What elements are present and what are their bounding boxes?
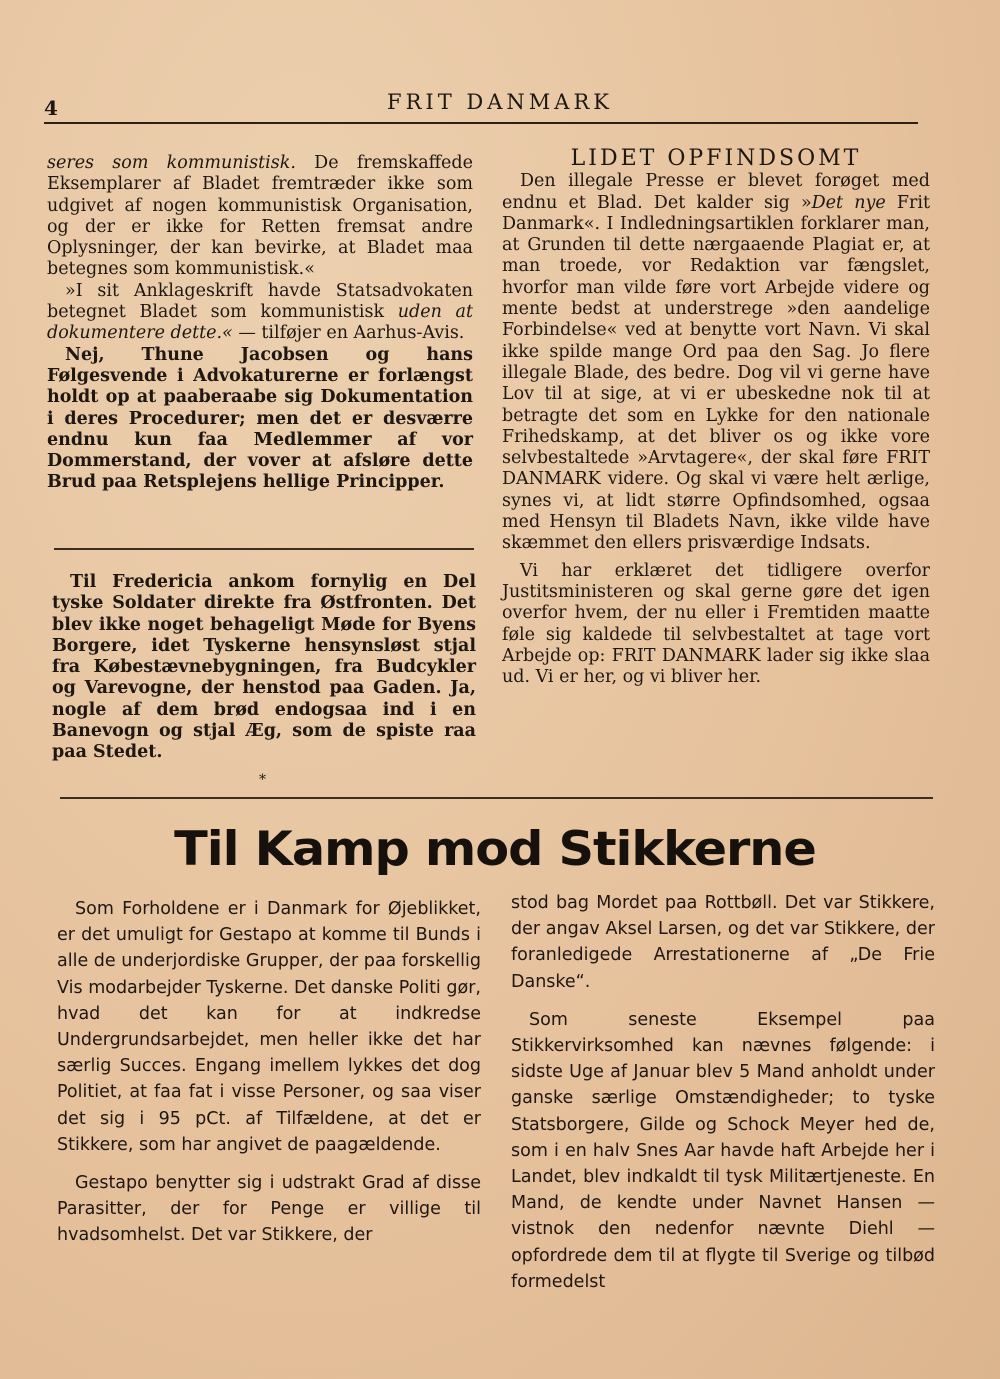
italic-text: uden at dokumentere dette.« [47, 302, 473, 344]
text-span: »I sit Anklageskrift havde Statsadvokaten betegnet Bladet som kommunistisk [47, 280, 473, 323]
article-headline: Til Kamp mod Stikkerne [174, 822, 816, 877]
page-number: 4 [44, 96, 58, 120]
left-paragraph-3: Nej, Thune Jacobsen og hans Følgesvende i Advokaturerne er forlængst holdt op at paaberaabe sig Dokumentation i deres Procedurer; men det er desværre endnu kun faa Medlemmer af vor Dommerstand, der vover at afsløre dette Brud paa Retsplejens hellige Principper. [47, 344, 473, 493]
masthead: FRIT DANMARK [387, 90, 613, 114]
asterisk-divider: * [259, 772, 266, 788]
right-paragraph-2: Vi har erklæret det tidligere overfor Justitsministeren og skal gerne gøre det igen overfor hvem, der nu eller i Fremtiden maatte føle sig kaldede til selvbestaltet at tage vort Arbejde op: FRIT DANMARK lader sig ikke slaa ud. Vi er her, og vi bliver her. [502, 560, 930, 688]
article-left-column [57, 896, 481, 1249]
header-rule [44, 122, 918, 124]
text-span: — tilføjer en Aarhus-Avis. [232, 323, 465, 344]
article-paragraph-2: Gestapo benytter sig i udstrakt Grad af disse Parasitter, der for Penge er villige til hvadsomhelst. Det var Stikkere, der [57, 1173, 481, 1246]
italic-text: Det nye [811, 192, 886, 213]
article-paragraph-4: Som seneste Eksempel paa Stikkervirksomhed kan nævnes følgende: i sidste Uge af Januar blev 5 Mand anholdt under ganske særlige Omstændigheder; to tyske Statsborgere, Gilde og Schock Meyer hed de, som i en halv Snes Aar havde haft Arbejde her i Landet, blev indkaldt til tysk Militærtjeneste. En Mand, de kendte under Navnet Hansen — vistnok den nedenfor nævnte Diehl — opfordrede dem til at flygte til Sverige og tilbød formedelst [511, 1009, 935, 1292]
section-title: LIDET OPFINDSOMT [570, 146, 862, 171]
fredericia-paragraph: Til Fredericia ankom fornylig en Del tyske Soldater direkte fra Østfronten. Det blev ikke noget behageligt Møde for Byens Borgere, idet Tyskerne hensynsløst stjal fra Købestævnebygningen, fra Budcykler og Varevogne, der henstod paa Gaden. Ja, nogle af dem brød endogsaa ind i en Banevogn og stjal Æg, som de spiste raa paa Stedet. [52, 572, 476, 763]
text-span: Den illegale Presse er blevet forøget med endnu et Blad. Det kalder sig » [502, 171, 930, 213]
left-paragraph-2 [47, 281, 473, 345]
text-span: De fremskaffede Eksemplarer af Bladet fremtræder ikke som udgivet af nogen kommunistisk Organisation, og der er ikke for Retten fremsat andre Oplysninger, der kan bevirke, at Bladet maa betegnes som kommunistisk.« [47, 153, 473, 280]
column-separator [54, 548, 474, 550]
text-span: Frit Danmark«. I Indledningsartiklen forklarer man, at Grunden til dette nærgaaende Plagiat er, at man troede, vor Redaktion var fængslet, hvorfor man vilde føre vort Arbejde videre og mente bedst at understrege »den aandelige Forbindelse« ved at benytte vort Navn. Vi skal ikke spilde mange Ord paa den Sag. Jo flere illegale Blade, des bedre. Dog vil vi gerne have Lov til at sige, at vi er ubeskedne nok til at betragte det som en Lykke for den nationale Frihedskamp, at det bliver os og ikke vore selvbestaltede »Arvtagere«, der skal føre FRIT DANMARK videre. Og skal vi være helt ærlige, synes vi, at lidt større Opfindsomhed, ogsaa med Hensyn til Bladets Navn, ikke vilde have skæmmet den ellers prisværdige Indsats. [502, 192, 930, 554]
left-column [47, 153, 473, 494]
left-paragraph-1 [47, 153, 473, 281]
right-column [502, 148, 930, 688]
article-paragraph-3: stod bag Mordet paa Rottbøll. Det var Stikkere, der angav Aksel Larsen, og det var Stikkere, der foranledigede Arrestationerne af „De Frie Danske“. [511, 893, 935, 992]
right-paragraph-1 [502, 171, 930, 554]
italic-text: seres som kommunistisk. [47, 153, 296, 173]
article-paragraph-1: Som Forholdene er i Danmark for Øjeblikket, er det umuligt for Gestapo at komme til Bunds i alle de underjordiske Grupper, der paa forskellig Vis modarbejder Tyskerne. Det danske Politi gør, hvad det kan for at indkredse Undergrundsarbejdet, men heller ikke det har særlig Succes. Engang imellem lykkes det dog Politiet, at faa fat i visse Personer, og saa viser det sig i 95 pCt. af Tilfældene, at det er Stikkere, som har angivet de paagældende. [57, 899, 481, 1155]
fredericia-notice [52, 572, 476, 764]
article-right-column [511, 890, 935, 1295]
section-separator [60, 797, 933, 799]
